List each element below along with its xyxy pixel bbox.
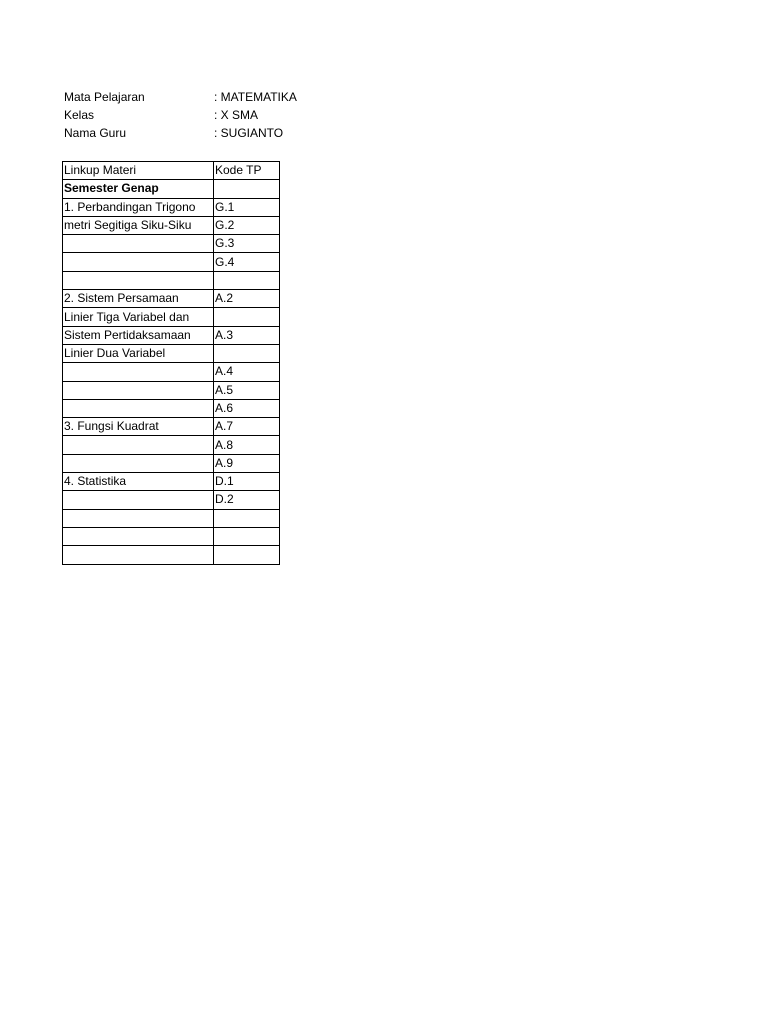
table-row	[63, 454, 280, 472]
material-cell	[63, 546, 214, 564]
table-row	[63, 527, 280, 545]
material-cell: 1. Perbandingan Trigono	[63, 198, 214, 216]
table-row	[63, 198, 280, 216]
code-cell: A.6	[214, 399, 280, 417]
code-cell: A.2	[214, 290, 280, 308]
material-cell	[63, 436, 214, 454]
code-cell: A.8	[214, 436, 280, 454]
code-cell: G.4	[214, 253, 280, 271]
material-cell: 3. Fungsi Kuadrat	[63, 418, 214, 436]
material-cell: Linier Dua Variabel	[63, 344, 214, 362]
material-cell: metri Segitiga Siku-Siku	[63, 216, 214, 234]
subject-label: Mata Pelajaran	[64, 90, 145, 104]
table-row	[63, 235, 280, 253]
table-row	[63, 546, 280, 564]
material-cell	[63, 527, 214, 545]
header-cell-kode-tp: Kode TP	[214, 162, 280, 180]
material-cell	[63, 271, 214, 289]
table-row	[63, 436, 280, 454]
material-cell	[63, 381, 214, 399]
material-cell	[63, 363, 214, 381]
table-header-row	[63, 162, 280, 180]
code-cell	[214, 308, 280, 326]
table-row	[63, 491, 280, 509]
material-cell: 2. Sistem Persamaan	[63, 290, 214, 308]
code-cell	[214, 546, 280, 564]
material-cell: Sistem Pertidaksamaan	[63, 326, 214, 344]
code-cell: D.2	[214, 491, 280, 509]
class-label: Kelas	[64, 108, 95, 122]
material-cell	[63, 235, 214, 253]
material-cell	[63, 454, 214, 472]
table-row	[63, 344, 280, 362]
header-cell-linkup-materi: Linkup Materi	[63, 162, 214, 180]
material-cell: Linier Tiga Variabel dan	[63, 308, 214, 326]
material-cell	[63, 399, 214, 417]
code-cell: D.1	[214, 473, 280, 491]
table-row	[63, 180, 280, 198]
material-cell: 4. Statistika	[63, 473, 214, 491]
material-cell	[63, 253, 214, 271]
table-row	[63, 363, 280, 381]
code-cell: A.7	[214, 418, 280, 436]
code-cell	[214, 527, 280, 545]
code-cell: A.3	[214, 326, 280, 344]
teacher-label: Nama Guru	[64, 126, 127, 140]
code-cell	[214, 180, 280, 198]
code-cell	[214, 344, 280, 362]
code-cell: A.9	[214, 454, 280, 472]
code-cell: G.2	[214, 216, 280, 234]
subject-value: : MATEMATIKA	[214, 90, 297, 104]
teacher-value: : SUGIANTO	[214, 126, 284, 140]
material-cell	[63, 509, 214, 527]
code-cell	[214, 271, 280, 289]
table-row	[63, 253, 280, 271]
code-cell: A.4	[214, 363, 280, 381]
table-row	[63, 216, 280, 234]
code-cell: G.1	[214, 198, 280, 216]
material-cell: Semester Genap	[63, 180, 214, 198]
code-cell: A.5	[214, 381, 280, 399]
table-row	[63, 399, 280, 417]
material-table	[62, 161, 280, 565]
table-row	[63, 308, 280, 326]
code-cell	[214, 509, 280, 527]
table-row	[63, 381, 280, 399]
material-cell	[63, 491, 214, 509]
code-cell: G.3	[214, 235, 280, 253]
table-row	[63, 509, 280, 527]
class-value: : X SMA	[214, 108, 259, 122]
table-row	[63, 326, 280, 344]
table-row	[63, 290, 280, 308]
table-row	[63, 271, 280, 289]
table-row	[63, 418, 280, 436]
table-row	[63, 473, 280, 491]
